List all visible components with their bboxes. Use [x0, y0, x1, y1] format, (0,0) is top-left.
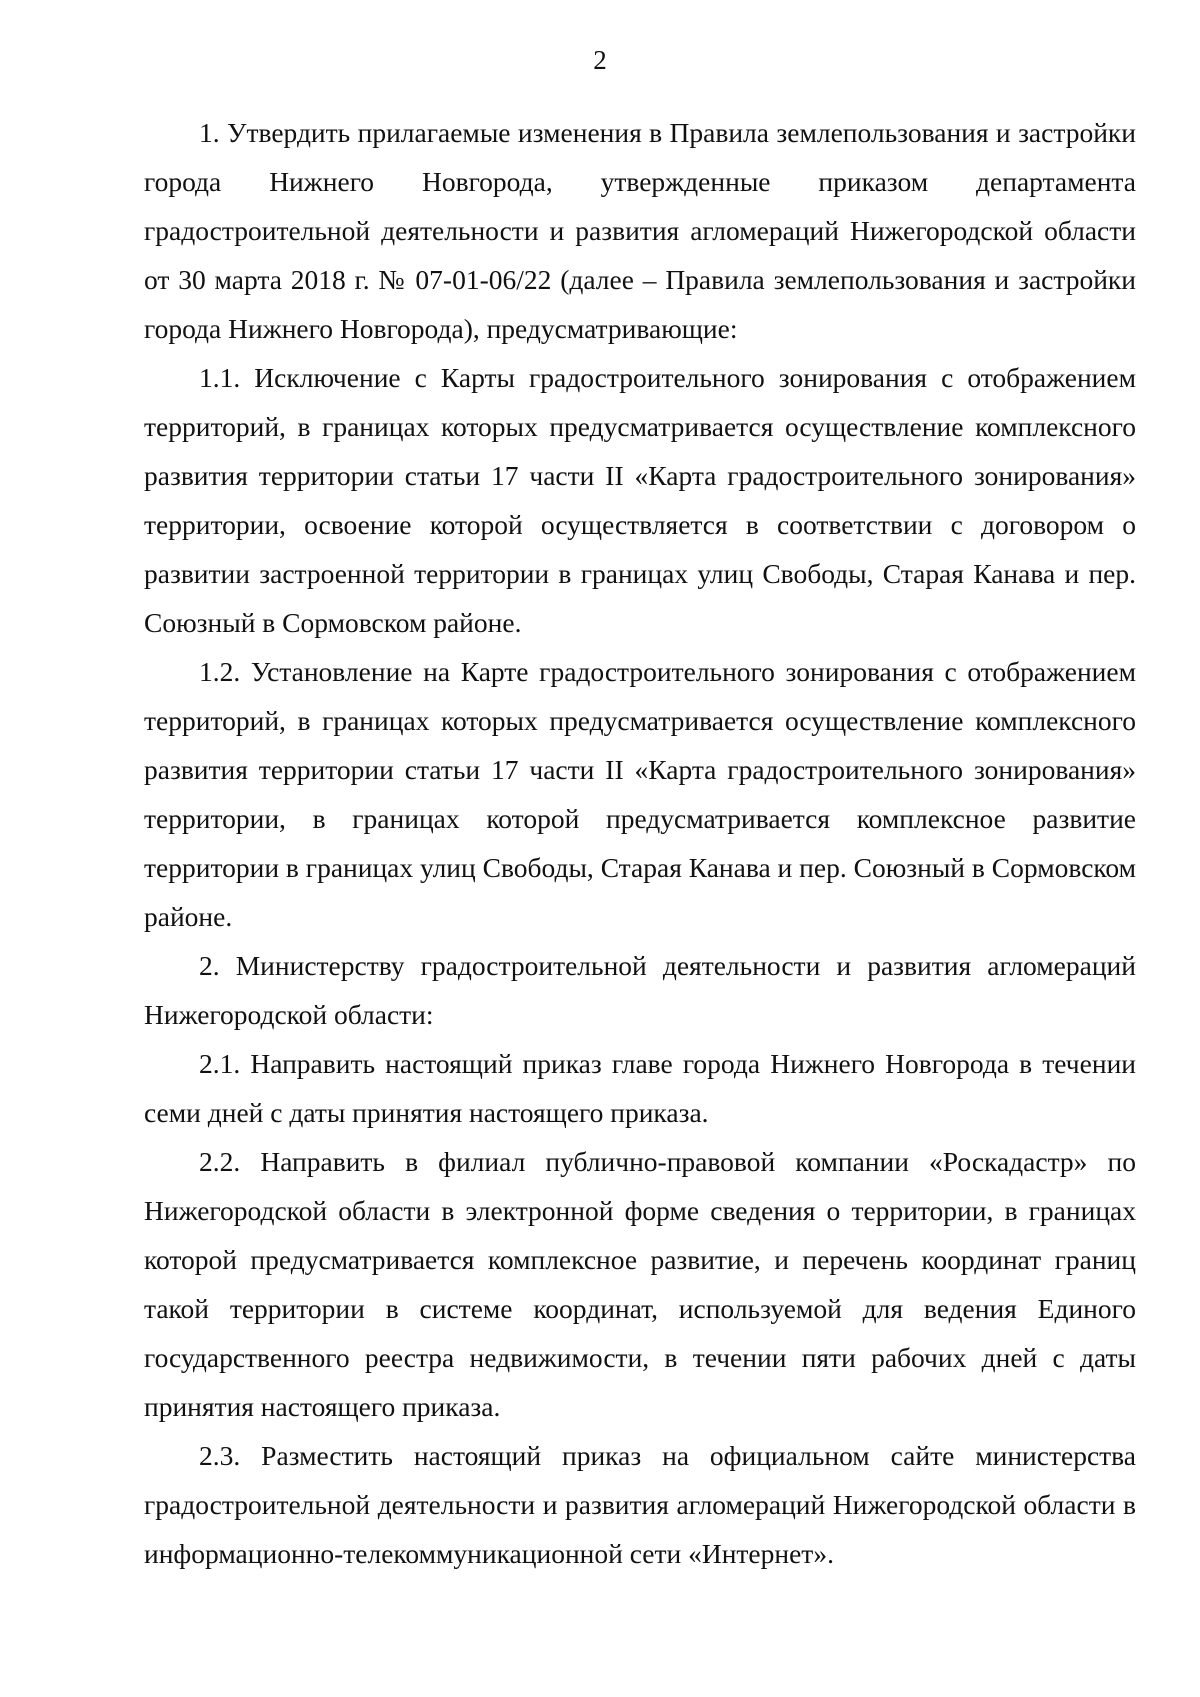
paragraph-2-3: 2.3. Разместить настоящий приказ на официальном сайте министерства градостроительной деятельности и развития агломераций Нижегородской области в информационно-телекоммуникационной сети «Интернет». [144, 1440, 1136, 1569]
paragraph-2-2: 2.2. Направить в филиал публично-правовой компании «Роскадастр» по Нижегородской области в электронной форме сведения о территории, в границах которой предусматривается комплексное развитие, и перечень координат границ такой территории в системе координат, используемой для ведения Единого государственного реестра недвижимости, в течении пяти рабочих дней с даты принятия настоящего приказа. [144, 1146, 1136, 1422]
document-body [144, 108, 1136, 1578]
paragraph-2: 2. Министерству градостроительной деятельности и развития агломераций Нижегородской области: [144, 950, 1136, 1030]
page-number: 2 [593, 45, 607, 75]
paragraph-1: 1. Утвердить прилагаемые изменения в Правила землепользования и застройки города Нижнего Новгорода, утвержденные приказом департамента градостроительной деятельности и развития агломераций Нижегородской области от 30 марта 2018 г. № 07-01-06/22 (далее – Правила землепользования и застройки города Нижнего Новгорода), предусматривающие: [144, 117, 1136, 344]
paragraph-1-2: 1.2. Установление на Карте градостроительного зонирования с отображением территорий, в границах которых предусматривается осуществление комплексного развития территории статьи 17 части II «Карта градостроительного зонирования» территории, в границах которой предусматривается комплексное развитие территории в границах улиц Свободы, Старая Канава и пер. Союзный в Сормовском районе. [144, 656, 1136, 932]
paragraph-1-1: 1.1. Исключение с Карты градостроительного зонирования с отображением территорий, в границах которых предусматривается осуществление комплексного развития территории статьи 17 части II «Карта градостроительного зонирования» территории, освоение которой осуществляется в соответствии с договором о развитии застроенной территории в границах улиц Свободы, Старая Канава и пер. Союзный в Сормовском районе. [144, 362, 1136, 638]
paragraph-2-1: 2.1. Направить настоящий приказ главе города Нижнего Новгорода в течении семи дней с даты принятия настоящего приказа. [144, 1048, 1136, 1128]
